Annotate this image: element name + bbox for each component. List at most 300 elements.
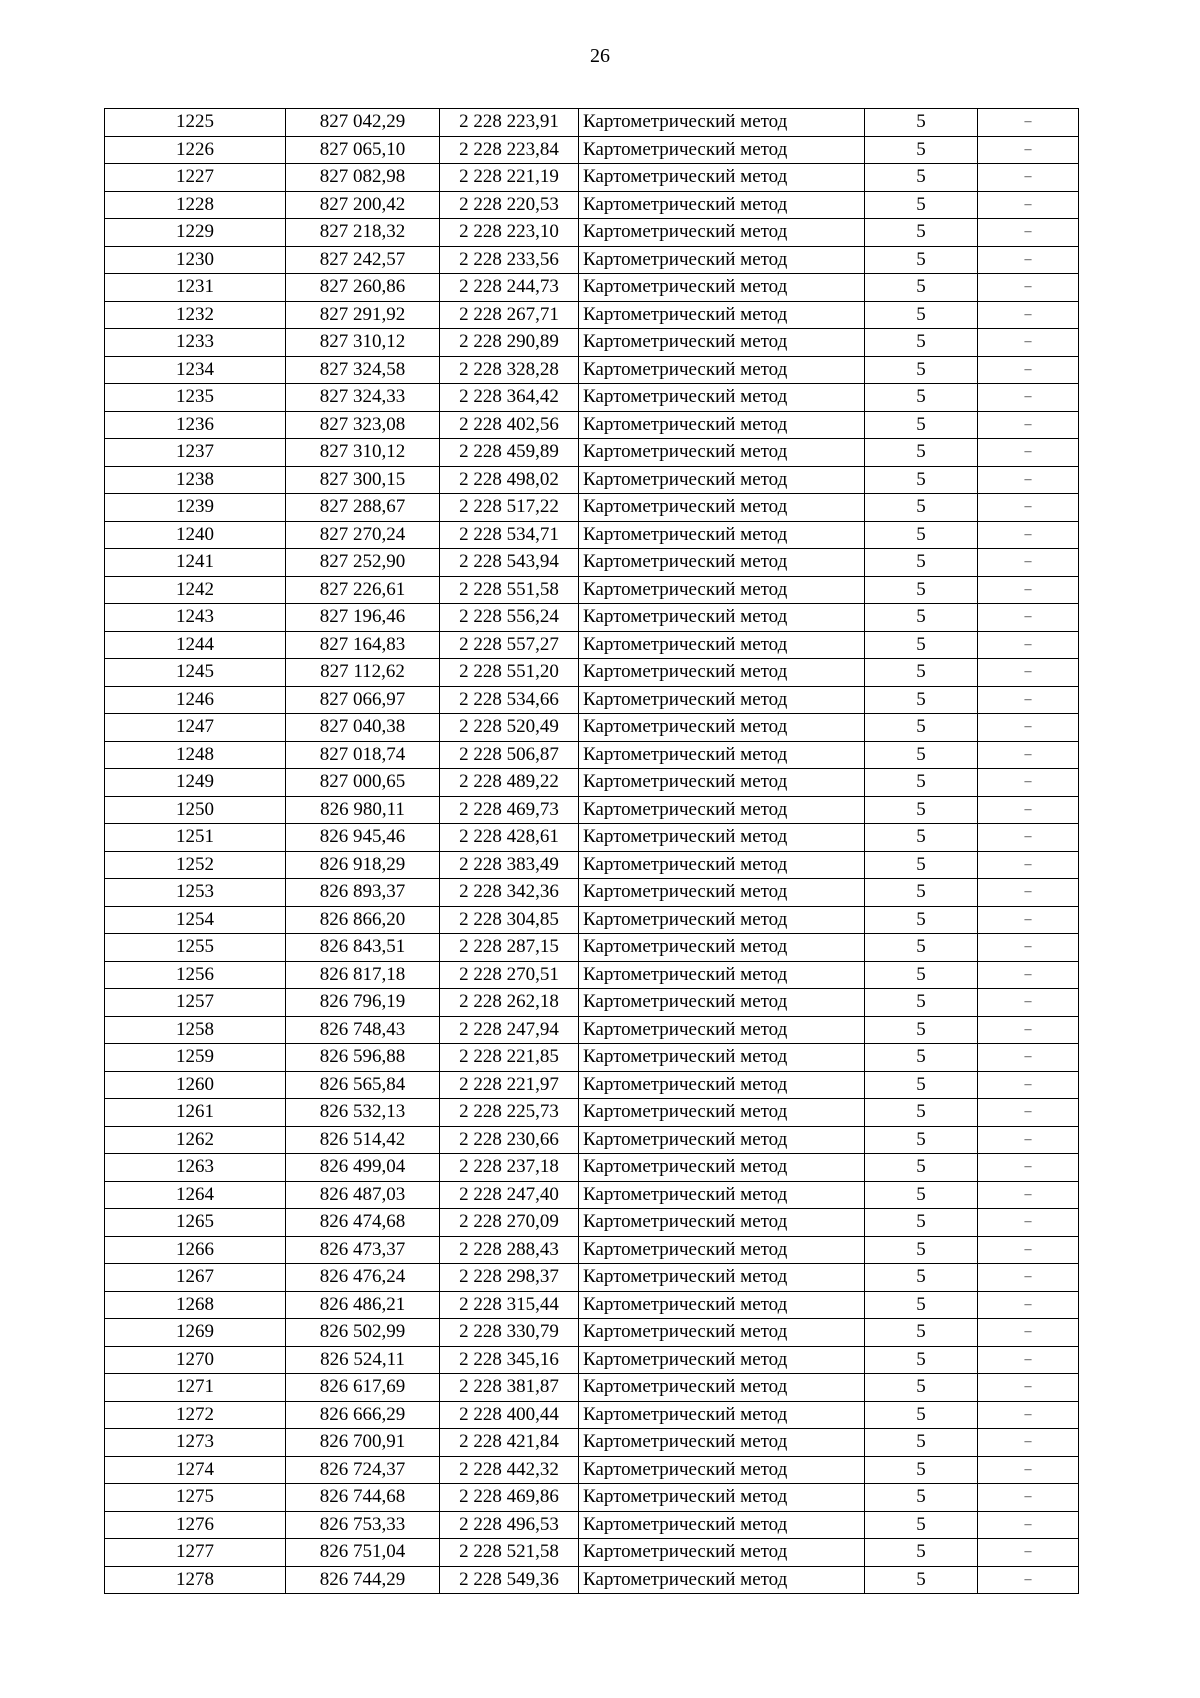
- point-number-cell: 1250: [105, 796, 286, 824]
- table-row: [105, 411, 1079, 439]
- y-coordinate-cell: 2 228 402,56: [440, 411, 579, 439]
- y-coordinate-cell: 2 228 221,85: [440, 1044, 579, 1072]
- description-cell: –: [978, 1099, 1079, 1127]
- y-coordinate-cell: 2 228 521,58: [440, 1539, 579, 1567]
- description-cell: –: [978, 136, 1079, 164]
- y-coordinate-cell: 2 228 498,02: [440, 466, 579, 494]
- point-number-cell: 1261: [105, 1099, 286, 1127]
- point-number-cell: 1264: [105, 1181, 286, 1209]
- point-number-cell: 1277: [105, 1539, 286, 1567]
- method-cell: Картометрический метод: [579, 1401, 865, 1429]
- table-row: [105, 934, 1079, 962]
- table-row: [105, 1209, 1079, 1237]
- y-coordinate-cell: 2 228 557,27: [440, 631, 579, 659]
- y-coordinate-cell: 2 228 442,32: [440, 1456, 579, 1484]
- table-row: [105, 1126, 1079, 1154]
- y-coordinate-cell: 2 228 247,40: [440, 1181, 579, 1209]
- accuracy-cell: 5: [865, 494, 978, 522]
- y-coordinate-cell: 2 228 223,84: [440, 136, 579, 164]
- description-cell: –: [978, 989, 1079, 1017]
- x-coordinate-cell: 826 744,29: [286, 1566, 440, 1594]
- x-coordinate-cell: 826 524,11: [286, 1346, 440, 1374]
- description-cell: –: [978, 1044, 1079, 1072]
- point-number-cell: 1262: [105, 1126, 286, 1154]
- accuracy-cell: 5: [865, 1291, 978, 1319]
- method-cell: Картометрический метод: [579, 1099, 865, 1127]
- method-cell: Картометрический метод: [579, 906, 865, 934]
- point-number-cell: 1237: [105, 439, 286, 467]
- accuracy-cell: 5: [865, 824, 978, 852]
- method-cell: Картометрический метод: [579, 549, 865, 577]
- description-cell: –: [978, 301, 1079, 329]
- table-row: [105, 1154, 1079, 1182]
- accuracy-cell: 5: [865, 1099, 978, 1127]
- accuracy-cell: 5: [865, 1566, 978, 1594]
- accuracy-cell: 5: [865, 1511, 978, 1539]
- description-cell: –: [978, 1236, 1079, 1264]
- y-coordinate-cell: 2 228 221,97: [440, 1071, 579, 1099]
- table-row: [105, 1016, 1079, 1044]
- x-coordinate-cell: 826 744,68: [286, 1484, 440, 1512]
- point-number-cell: 1259: [105, 1044, 286, 1072]
- y-coordinate-cell: 2 228 517,22: [440, 494, 579, 522]
- accuracy-cell: 5: [865, 961, 978, 989]
- accuracy-cell: 5: [865, 1126, 978, 1154]
- accuracy-cell: 5: [865, 246, 978, 274]
- accuracy-cell: 5: [865, 769, 978, 797]
- description-cell: –: [978, 1484, 1079, 1512]
- description-cell: –: [978, 411, 1079, 439]
- x-coordinate-cell: 827 218,32: [286, 219, 440, 247]
- point-number-cell: 1248: [105, 741, 286, 769]
- x-coordinate-cell: 827 018,74: [286, 741, 440, 769]
- point-number-cell: 1270: [105, 1346, 286, 1374]
- method-cell: Картометрический метод: [579, 1319, 865, 1347]
- y-coordinate-cell: 2 228 549,36: [440, 1566, 579, 1594]
- method-cell: Картометрический метод: [579, 1264, 865, 1292]
- accuracy-cell: 5: [865, 1236, 978, 1264]
- description-cell: –: [978, 576, 1079, 604]
- method-cell: Картометрический метод: [579, 961, 865, 989]
- x-coordinate-cell: 826 532,13: [286, 1099, 440, 1127]
- y-coordinate-cell: 2 228 469,86: [440, 1484, 579, 1512]
- y-coordinate-cell: 2 228 469,73: [440, 796, 579, 824]
- x-coordinate-cell: 827 300,15: [286, 466, 440, 494]
- table-row: [105, 576, 1079, 604]
- description-cell: –: [978, 1319, 1079, 1347]
- method-cell: Картометрический метод: [579, 1016, 865, 1044]
- table-row: [105, 1291, 1079, 1319]
- method-cell: Картометрический метод: [579, 1566, 865, 1594]
- description-cell: –: [978, 549, 1079, 577]
- point-number-cell: 1226: [105, 136, 286, 164]
- x-coordinate-cell: 826 945,46: [286, 824, 440, 852]
- x-coordinate-cell: 827 310,12: [286, 439, 440, 467]
- description-cell: –: [978, 1566, 1079, 1594]
- accuracy-cell: 5: [865, 879, 978, 907]
- x-coordinate-cell: 826 748,43: [286, 1016, 440, 1044]
- table-row: [105, 1236, 1079, 1264]
- method-cell: Картометрический метод: [579, 1291, 865, 1319]
- method-cell: Картометрический метод: [579, 631, 865, 659]
- y-coordinate-cell: 2 228 233,56: [440, 246, 579, 274]
- y-coordinate-cell: 2 228 298,37: [440, 1264, 579, 1292]
- description-cell: –: [978, 1264, 1079, 1292]
- table-row: [105, 109, 1079, 137]
- point-number-cell: 1273: [105, 1429, 286, 1457]
- x-coordinate-cell: 826 843,51: [286, 934, 440, 962]
- description-cell: –: [978, 1401, 1079, 1429]
- x-coordinate-cell: 827 042,29: [286, 109, 440, 137]
- accuracy-cell: 5: [865, 1154, 978, 1182]
- y-coordinate-cell: 2 228 383,49: [440, 851, 579, 879]
- point-number-cell: 1242: [105, 576, 286, 604]
- y-coordinate-cell: 2 228 267,71: [440, 301, 579, 329]
- method-cell: Картометрический метод: [579, 136, 865, 164]
- table-row: [105, 246, 1079, 274]
- description-cell: –: [978, 1429, 1079, 1457]
- x-coordinate-cell: 827 082,98: [286, 164, 440, 192]
- x-coordinate-cell: 826 476,24: [286, 1264, 440, 1292]
- method-cell: Картометрический метод: [579, 714, 865, 742]
- method-cell: Картометрический метод: [579, 1071, 865, 1099]
- method-cell: Картометрический метод: [579, 1236, 865, 1264]
- y-coordinate-cell: 2 228 223,91: [440, 109, 579, 137]
- method-cell: Картометрический метод: [579, 246, 865, 274]
- x-coordinate-cell: 827 270,24: [286, 521, 440, 549]
- description-cell: –: [978, 1209, 1079, 1237]
- point-number-cell: 1260: [105, 1071, 286, 1099]
- table-row: [105, 384, 1079, 412]
- accuracy-cell: 5: [865, 906, 978, 934]
- x-coordinate-cell: 826 514,42: [286, 1126, 440, 1154]
- x-coordinate-cell: 826 866,20: [286, 906, 440, 934]
- x-coordinate-cell: 826 502,99: [286, 1319, 440, 1347]
- x-coordinate-cell: 826 753,33: [286, 1511, 440, 1539]
- method-cell: Картометрический метод: [579, 219, 865, 247]
- description-cell: –: [978, 1154, 1079, 1182]
- point-number-cell: 1275: [105, 1484, 286, 1512]
- x-coordinate-cell: 826 499,04: [286, 1154, 440, 1182]
- table-row: [105, 1484, 1079, 1512]
- accuracy-cell: 5: [865, 1401, 978, 1429]
- x-coordinate-cell: 826 617,69: [286, 1374, 440, 1402]
- description-cell: –: [978, 686, 1079, 714]
- description-cell: –: [978, 769, 1079, 797]
- table-row: [105, 906, 1079, 934]
- accuracy-cell: 5: [865, 989, 978, 1017]
- method-cell: Картометрический метод: [579, 466, 865, 494]
- y-coordinate-cell: 2 228 315,44: [440, 1291, 579, 1319]
- table-row: [105, 879, 1079, 907]
- method-cell: Картометрический метод: [579, 1154, 865, 1182]
- table-row: [105, 824, 1079, 852]
- x-coordinate-cell: 826 724,37: [286, 1456, 440, 1484]
- table-row: [105, 769, 1079, 797]
- y-coordinate-cell: 2 228 342,36: [440, 879, 579, 907]
- x-coordinate-cell: 827 226,61: [286, 576, 440, 604]
- description-cell: –: [978, 1291, 1079, 1319]
- method-cell: Картометрический метод: [579, 164, 865, 192]
- method-cell: Картометрический метод: [579, 796, 865, 824]
- table-row: [105, 494, 1079, 522]
- table-row: [105, 1539, 1079, 1567]
- table-row: [105, 356, 1079, 384]
- description-cell: –: [978, 329, 1079, 357]
- table-row: [105, 1401, 1079, 1429]
- y-coordinate-cell: 2 228 225,73: [440, 1099, 579, 1127]
- accuracy-cell: 5: [865, 1181, 978, 1209]
- method-cell: Картометрический метод: [579, 1374, 865, 1402]
- y-coordinate-cell: 2 228 220,53: [440, 191, 579, 219]
- y-coordinate-cell: 2 228 290,89: [440, 329, 579, 357]
- y-coordinate-cell: 2 228 489,22: [440, 769, 579, 797]
- y-coordinate-cell: 2 228 247,94: [440, 1016, 579, 1044]
- table-row: [105, 1429, 1079, 1457]
- x-coordinate-cell: 826 700,91: [286, 1429, 440, 1457]
- description-cell: –: [978, 246, 1079, 274]
- table-row: [105, 301, 1079, 329]
- method-cell: Картометрический метод: [579, 769, 865, 797]
- y-coordinate-cell: 2 228 270,09: [440, 1209, 579, 1237]
- method-cell: Картометрический метод: [579, 741, 865, 769]
- method-cell: Картометрический метод: [579, 191, 865, 219]
- accuracy-cell: 5: [865, 439, 978, 467]
- point-number-cell: 1266: [105, 1236, 286, 1264]
- point-number-cell: 1231: [105, 274, 286, 302]
- x-coordinate-cell: 827 066,97: [286, 686, 440, 714]
- point-number-cell: 1235: [105, 384, 286, 412]
- x-coordinate-cell: 827 310,12: [286, 329, 440, 357]
- table-row: [105, 164, 1079, 192]
- point-number-cell: 1251: [105, 824, 286, 852]
- table-row: [105, 1511, 1079, 1539]
- description-cell: –: [978, 219, 1079, 247]
- accuracy-cell: 5: [865, 1264, 978, 1292]
- description-cell: –: [978, 1374, 1079, 1402]
- table-row: [105, 1181, 1079, 1209]
- point-number-cell: 1265: [105, 1209, 286, 1237]
- y-coordinate-cell: 2 228 345,16: [440, 1346, 579, 1374]
- point-number-cell: 1272: [105, 1401, 286, 1429]
- point-number-cell: 1263: [105, 1154, 286, 1182]
- accuracy-cell: 5: [865, 466, 978, 494]
- table-row: [105, 136, 1079, 164]
- description-cell: –: [978, 164, 1079, 192]
- x-coordinate-cell: 827 323,08: [286, 411, 440, 439]
- accuracy-cell: 5: [865, 274, 978, 302]
- table-row: [105, 1044, 1079, 1072]
- x-coordinate-cell: 826 796,19: [286, 989, 440, 1017]
- x-coordinate-cell: 827 164,83: [286, 631, 440, 659]
- description-cell: –: [978, 714, 1079, 742]
- point-number-cell: 1239: [105, 494, 286, 522]
- x-coordinate-cell: 826 666,29: [286, 1401, 440, 1429]
- table-row: [105, 604, 1079, 632]
- method-cell: Картометрический метод: [579, 659, 865, 687]
- accuracy-cell: 5: [865, 631, 978, 659]
- y-coordinate-cell: 2 228 400,44: [440, 1401, 579, 1429]
- point-number-cell: 1233: [105, 329, 286, 357]
- description-cell: –: [978, 466, 1079, 494]
- accuracy-cell: 5: [865, 1429, 978, 1457]
- method-cell: Картометрический метод: [579, 329, 865, 357]
- table-row: [105, 329, 1079, 357]
- accuracy-cell: 5: [865, 191, 978, 219]
- y-coordinate-cell: 2 228 543,94: [440, 549, 579, 577]
- point-number-cell: 1232: [105, 301, 286, 329]
- point-number-cell: 1228: [105, 191, 286, 219]
- x-coordinate-cell: 826 893,37: [286, 879, 440, 907]
- y-coordinate-cell: 2 228 237,18: [440, 1154, 579, 1182]
- description-cell: –: [978, 631, 1079, 659]
- point-number-cell: 1257: [105, 989, 286, 1017]
- x-coordinate-cell: 827 324,33: [286, 384, 440, 412]
- accuracy-cell: 5: [865, 1346, 978, 1374]
- accuracy-cell: 5: [865, 329, 978, 357]
- x-coordinate-cell: 827 291,92: [286, 301, 440, 329]
- description-cell: –: [978, 384, 1079, 412]
- method-cell: Картометрический метод: [579, 851, 865, 879]
- point-number-cell: 1249: [105, 769, 286, 797]
- table-row: [105, 686, 1079, 714]
- accuracy-cell: 5: [865, 576, 978, 604]
- accuracy-cell: 5: [865, 411, 978, 439]
- x-coordinate-cell: 826 751,04: [286, 1539, 440, 1567]
- method-cell: Картометрический метод: [579, 1484, 865, 1512]
- method-cell: Картометрический метод: [579, 1539, 865, 1567]
- y-coordinate-cell: 2 228 506,87: [440, 741, 579, 769]
- y-coordinate-cell: 2 228 223,10: [440, 219, 579, 247]
- description-cell: –: [978, 796, 1079, 824]
- accuracy-cell: 5: [865, 521, 978, 549]
- x-coordinate-cell: 827 260,86: [286, 274, 440, 302]
- accuracy-cell: 5: [865, 164, 978, 192]
- x-coordinate-cell: 826 918,29: [286, 851, 440, 879]
- point-number-cell: 1246: [105, 686, 286, 714]
- method-cell: Картометрический метод: [579, 1456, 865, 1484]
- y-coordinate-cell: 2 228 551,58: [440, 576, 579, 604]
- description-cell: –: [978, 521, 1079, 549]
- accuracy-cell: 5: [865, 741, 978, 769]
- y-coordinate-cell: 2 228 520,49: [440, 714, 579, 742]
- x-coordinate-cell: 827 196,46: [286, 604, 440, 632]
- accuracy-cell: 5: [865, 301, 978, 329]
- table-row: [105, 1374, 1079, 1402]
- method-cell: Картометрический метод: [579, 301, 865, 329]
- x-coordinate-cell: 826 474,68: [286, 1209, 440, 1237]
- coordinates-table: [104, 108, 1079, 1594]
- accuracy-cell: 5: [865, 1484, 978, 1512]
- method-cell: Картометрический метод: [579, 1126, 865, 1154]
- method-cell: Картометрический метод: [579, 604, 865, 632]
- y-coordinate-cell: 2 228 381,87: [440, 1374, 579, 1402]
- point-number-cell: 1238: [105, 466, 286, 494]
- table-row: [105, 1099, 1079, 1127]
- x-coordinate-cell: 826 596,88: [286, 1044, 440, 1072]
- point-number-cell: 1253: [105, 879, 286, 907]
- description-cell: –: [978, 961, 1079, 989]
- table-row: [105, 439, 1079, 467]
- accuracy-cell: 5: [865, 851, 978, 879]
- point-number-cell: 1267: [105, 1264, 286, 1292]
- description-cell: –: [978, 1181, 1079, 1209]
- x-coordinate-cell: 827 288,67: [286, 494, 440, 522]
- description-cell: –: [978, 1126, 1079, 1154]
- y-coordinate-cell: 2 228 328,28: [440, 356, 579, 384]
- accuracy-cell: 5: [865, 796, 978, 824]
- point-number-cell: 1255: [105, 934, 286, 962]
- point-number-cell: 1240: [105, 521, 286, 549]
- point-number-cell: 1271: [105, 1374, 286, 1402]
- table-row: [105, 741, 1079, 769]
- point-number-cell: 1254: [105, 906, 286, 934]
- table-row: [105, 796, 1079, 824]
- point-number-cell: 1256: [105, 961, 286, 989]
- y-coordinate-cell: 2 228 421,84: [440, 1429, 579, 1457]
- y-coordinate-cell: 2 228 534,71: [440, 521, 579, 549]
- x-coordinate-cell: 826 486,21: [286, 1291, 440, 1319]
- y-coordinate-cell: 2 228 551,20: [440, 659, 579, 687]
- description-cell: –: [978, 1539, 1079, 1567]
- point-number-cell: 1243: [105, 604, 286, 632]
- description-cell: –: [978, 851, 1079, 879]
- method-cell: Картометрический метод: [579, 824, 865, 852]
- point-number-cell: 1227: [105, 164, 286, 192]
- description-cell: –: [978, 1346, 1079, 1374]
- x-coordinate-cell: 826 817,18: [286, 961, 440, 989]
- accuracy-cell: 5: [865, 1319, 978, 1347]
- table-row: [105, 659, 1079, 687]
- point-number-cell: 1230: [105, 246, 286, 274]
- accuracy-cell: 5: [865, 1539, 978, 1567]
- method-cell: Картометрический метод: [579, 989, 865, 1017]
- description-cell: –: [978, 659, 1079, 687]
- description-cell: –: [978, 494, 1079, 522]
- point-number-cell: 1244: [105, 631, 286, 659]
- x-coordinate-cell: 827 242,57: [286, 246, 440, 274]
- description-cell: –: [978, 906, 1079, 934]
- point-number-cell: 1225: [105, 109, 286, 137]
- x-coordinate-cell: 827 252,90: [286, 549, 440, 577]
- y-coordinate-cell: 2 228 287,15: [440, 934, 579, 962]
- point-number-cell: 1276: [105, 1511, 286, 1539]
- description-cell: –: [978, 191, 1079, 219]
- accuracy-cell: 5: [865, 659, 978, 687]
- method-cell: Картометрический метод: [579, 494, 865, 522]
- method-cell: Картометрический метод: [579, 1209, 865, 1237]
- method-cell: Картометрический метод: [579, 1429, 865, 1457]
- method-cell: Картометрический метод: [579, 1181, 865, 1209]
- point-number-cell: 1229: [105, 219, 286, 247]
- point-number-cell: 1252: [105, 851, 286, 879]
- description-cell: –: [978, 356, 1079, 384]
- point-number-cell: 1258: [105, 1016, 286, 1044]
- accuracy-cell: 5: [865, 686, 978, 714]
- method-cell: Картометрический метод: [579, 384, 865, 412]
- x-coordinate-cell: 827 000,65: [286, 769, 440, 797]
- accuracy-cell: 5: [865, 1209, 978, 1237]
- description-cell: –: [978, 604, 1079, 632]
- y-coordinate-cell: 2 228 262,18: [440, 989, 579, 1017]
- method-cell: Картометрический метод: [579, 686, 865, 714]
- x-coordinate-cell: 826 487,03: [286, 1181, 440, 1209]
- point-number-cell: 1269: [105, 1319, 286, 1347]
- accuracy-cell: 5: [865, 109, 978, 137]
- y-coordinate-cell: 2 228 364,42: [440, 384, 579, 412]
- accuracy-cell: 5: [865, 384, 978, 412]
- description-cell: –: [978, 439, 1079, 467]
